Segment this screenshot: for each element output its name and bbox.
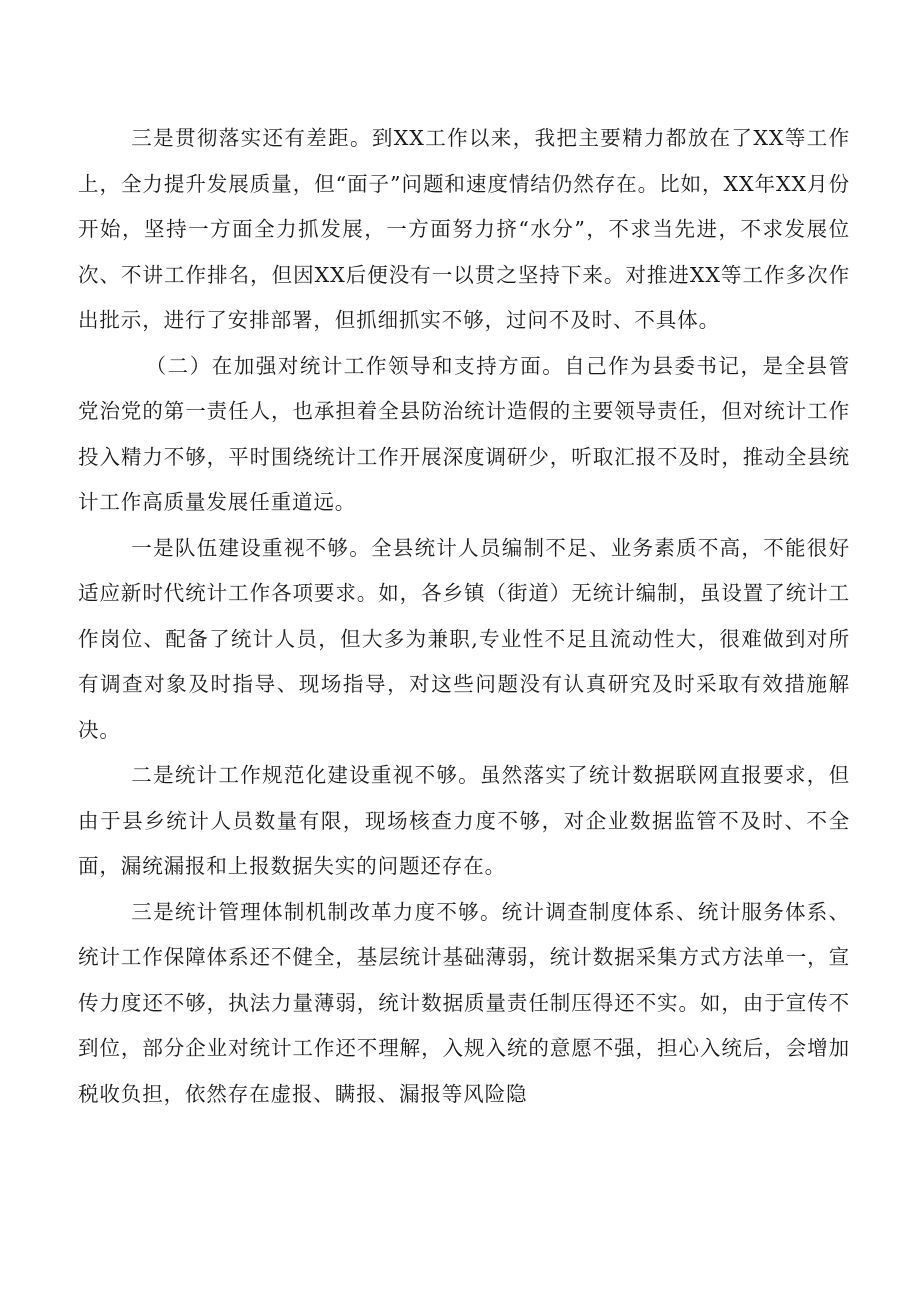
paragraph-team-building: 一是队伍建设重视不够。全县统计人员编制不足、业务素质不高，不能很好适应新时代统计工作各项要求。如，各乡镇（街道）无统计编制，虽设置了统计工作岗位、配备了统计人员，但大多为兼职,专业性不足且流动性大，很难做到对所有调查对象及时指导、现场指导，对这些问题没有认真研究及时采取有效措施解决。 (78, 535, 850, 742)
paragraph-standardization: 二是统计工作规范化建设重视不够。虽然落实了统计数据联网直报要求，但由于县乡统计人员数量有限，现场核查力度不够，对企业数据监管不及时、不全面，漏统漏报和上报数据失实的问题还存在。 (78, 763, 850, 878)
paragraph-section-two-heading: （二）在加强对统计工作领导和支持方面。自己作为县委书记，是全县管党治党的第一责任人，也承担着全县防治统计造假的主要领导责任，但对统计工作投入精力不够，平时围绕统计工作开展深度调研少，听取汇报不及时，推动全县统计工作高质量发展任重道远。 (78, 353, 850, 514)
paragraph-system-reform: 三是统计管理体制机制改革力度不够。统计调查制度体系、统计服务体系、统计工作保障体系还不健全，基层统计基础薄弱，统计数据采集方式方法单一，宣传力度还不够，执法力量薄弱，统计数据质量责任制压得还不实。如，由于宣传不到位，部分企业对统计工作还不理解，入规入统的意愿不强，担心入统后，会增加税收负担，依然存在虚报、瞒报、漏报等风险隐 (78, 899, 850, 1106)
paragraph-implementation-gap: 三是贯彻落实还有差距。到XX工作以来，我把主要精力都放在了XX等工作上，全力提升发展质量，但“面子”问题和速度情结仍然存在。比如，XX年XX月份开始，坚持一方面全力抓发展，一方面努力挤“水分”，不求当先进，不求发展位次、不讲工作排名，但因XX后便没有一以贯之坚持下来。对推进XX等工作多次作出批示，进行了安排部署，但抓细抓实不够，过问不及时、不具体。 (78, 126, 850, 332)
document-page (78, 116, 850, 1117)
